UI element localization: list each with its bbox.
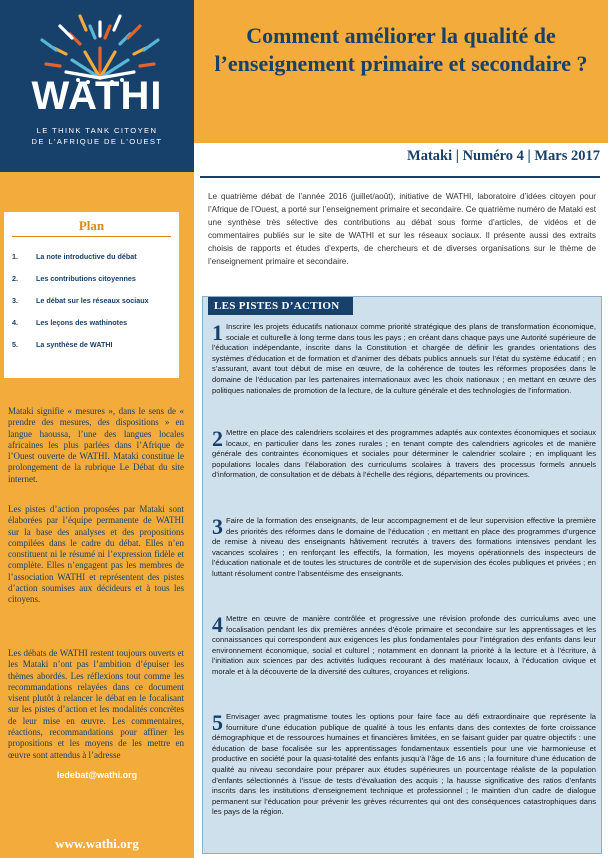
logo-panel [0, 0, 194, 172]
piste-item [212, 322, 596, 396]
piste-item [212, 712, 596, 818]
plan-item: 4. Les leçons des wathinotes [12, 318, 128, 327]
wathi-wordmark: WATHI [31, 74, 163, 118]
piste-number: 3 [212, 514, 223, 539]
plan-item: 5. La synthèse de WATHI [12, 340, 113, 349]
piste-number: 4 [212, 612, 223, 637]
website-link[interactable]: www.wathi.org [55, 836, 139, 851]
piste-text: Inscrire les projets éducatifs nationaux comme priorité stratégique des plans de transformation économique, sociale et culturelle à long terme dans tous les pays ; en créant dans chaque pays une Autorité supérieure de l’éducation indépendante, inscrite dans la Constitution et chargée de définir les grandes orientations des systèmes d’éducation et de formation et d’animer des débats publics annuels sur l’état du système éducatif ; en s’assurant, avant tout début de mise en œuvre, de la cohérence de toutes les réformes proposées dans le domaine de l’éducation par les partenaires internationaux avec les choix nationaux ; en mettant en œuvre des politiques nationales de promotion de la lecture, de la culture générale et des technologies de l’information. [212, 322, 596, 395]
piste-item [212, 614, 596, 678]
plan-item: 3. Le débat sur les réseaux sociaux [12, 296, 149, 305]
piste-number: 5 [212, 710, 223, 735]
piste-text: Faire de la formation des enseignants, de leur accompagnement et de leur supervision effective la première des priorités des réformes dans le domaine de l’éducation ; en mettant en place des programmes d’urgence de remise à niveau des enseignants hâtivement recrutés à travers des formations intensives pendant les vacances scolaires ; en renforçant les effectifs, la formation, les moyens opérationnels des inspecteurs de l’éducation nationale et de toutes les structures de contrôle et de supervision des écoles publiques et privées ; en luttant résolument contre l’absentéisme des enseignants. [212, 516, 596, 578]
page-title: Comment améliorer la qualité de l’enseignement primaire et secondaire ? [214, 23, 588, 76]
piste-text: Mettre en place des calendriers scolaires et des programmes adaptés aux contextes économiques et sociaux locaux, en particulier dans les zones rurales ; en tenant compte des calendriers agricoles et de manière générale des contraintes économiques et sociales pour déterminer le calendrier scolaire ; en impliquant les populations locales dans l’élaboration des curriculums scolaires à travers des processus formels annuels d’information, de consultation et de débats à l’échelle des régions, départements ou provinces. [212, 428, 596, 480]
plan-box [4, 212, 179, 378]
pistes-note: Les pistes d’action proposées par Mataki sont élaborées par l’équipe permanente de WATHI sur la base des analyses et des propositions compilées dans le cadre du débat. Elles n’en constituent ni le résumé ni l’expression fidèle et complète. Elles n’engagent pas les membres de l’association WATHI et représentent des pistes d’action soumises aux décideurs et à tous les citoyens. [8, 504, 184, 605]
tagline-line1: LE THINK TANK CITOYEN [36, 126, 158, 135]
issue-divider [200, 176, 600, 178]
plan-divider [12, 236, 171, 237]
plan-title: Plan [78, 218, 105, 233]
piste-text: Mettre en œuvre de manière contrôlée et progressive une révision profonde des curriculums avec une focalisation pendant les dix premières années d’école primaire et secondaire sur les apprentissages et les connaissances qui correspondent aux exigences les plus fondamentales pour l’intégration des enfants dans leur environnement économique, social et culturel ; notamment en donnant la priorité à la lecture et à l’écriture, à l’initiation aux sciences par des activités ludiques recourant à des matériaux locaux, à l’éducation civique et morale et à la découverte de la diversité des cultures, croyances et religions. [212, 614, 596, 676]
piste-item [212, 428, 596, 481]
piste-number: 2 [212, 426, 223, 451]
plan-item: 1. La note introductive du débat [12, 252, 137, 261]
piste-number: 1 [212, 320, 223, 345]
intro-paragraph: Le quatrième débat de l’année 2016 (juillet/août), initiative de WATHI, laboratoire d’idées citoyen pour l’Afrique de l’Ouest, a porté sur l’enseignement primaire et secondaire. Ce quatrième numéro de Mataki est une synthèse très sélective des contributions au débat sous forme d’articles, de vidéos et de commentaires publiés sur le site de WATHI et sur les réseaux sociaux. Il présente aussi des extraits choisis de rapports et études d’experts, de chercheurs et de diverses organisations sur le thème de l’enseignement primaire et secondaire. [208, 192, 596, 266]
tagline-line2: DE L'AFRIQUE DE L'OUEST [31, 137, 163, 146]
debats-note: Les débats de WATHI restent toujours ouverts et les Mataki n’ont pas l’ambition d’épuiser les thèmes abordés. Les réflexions tout comme les recommandations relayées dans ce document visent plutôt à relancer le débat en le focalisant sur les pistes d’action et les modalités concrètes de leur mise en œuvre. Les commentaires, réactions, recommandations pour affiner les propositions et les moyens de les mettre en œuvre sont attendus à l’adresse [8, 648, 184, 760]
pistes-header: LES PISTES D’ACTION [208, 297, 353, 315]
piste-text: Envisager avec pragmatisme toutes les options pour faire face au défi extraordinaire que représente la fourniture d’une éducation publique de qualité à tous les enfants dans des contextes de forte croissance démographique et de ressources humaines et financières limitées, en se faisant guider par quatre objectifs : une éducation de base focalisée sur les apprentissages fondamentaux essentiels pour une vie harmonieuse et productive en société pour la quasi-totalité des enfants jusqu’à l’âge de 16 ans ; la fourniture d’une éducation de qualité au niveau secondaire pour préparer aux études supérieures un pourcentage réaliste de la population d’enfants sélectionnés à l’issue de tests d’évaluation des acquis ; la hausse significative des ratios d’enfants inscrits dans les institutions d’enseignement technique et professionnel ; le maintien d’un cadre de dialogue permanent sur l’éducation pour prévenir les grèves récurrentes qui ont des conséquences catastrophiques dans les pays de la région. [212, 712, 596, 817]
issue-line: Mataki | Numéro 4 | Mars 2017 [407, 148, 600, 164]
mataki-definition: Mataki signifie « mesures », dans le sens de « prendre des mesures, des dispositions » en langue haoussa, l’une des langues locales africaines les plus parlées dans l’Afrique de l’Ouest ouverte de WATHI. Mataki constitue le prolongement de la rubrique Le Débat du site internet. [8, 406, 184, 484]
piste-item [212, 516, 596, 580]
plan-item: 2. Les contributions citoyennes [12, 274, 136, 283]
contact-email-link[interactable]: ledebat@wathi.org [56, 770, 138, 780]
